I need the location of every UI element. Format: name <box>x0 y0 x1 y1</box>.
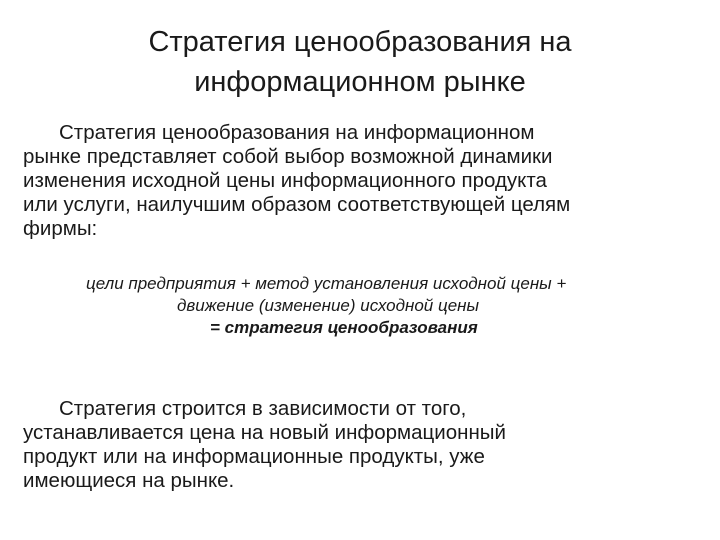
definition-line-1: Стратегия ценообразования на информационном <box>59 121 535 144</box>
definition-line-4: или услуги, наилучшим образом соответствующей целям <box>23 193 571 216</box>
definition-line-2: рынке представляет собой выбор возможной динамики <box>23 145 553 168</box>
definition-paragraph <box>23 121 683 241</box>
strategy-line-1: Стратегия строится в зависимости от того, <box>59 397 467 420</box>
slide-title-line-1: Стратегия ценообразования на <box>148 26 572 58</box>
strategy-paragraph <box>23 397 683 493</box>
formula-line-2: движение (изменение) исходной цены <box>177 296 480 315</box>
formula-result: = стратегия ценообразования <box>210 318 478 337</box>
formula-line-1: цели предприятия + метод установления исходной цены + <box>86 274 567 293</box>
strategy-line-4: имеющиеся на рынке. <box>23 469 235 492</box>
definition-line-5: фирмы: <box>23 217 98 240</box>
strategy-line-2: устанавливается цена на новый информационный <box>23 421 506 444</box>
strategy-formula <box>80 273 680 339</box>
slide-title-line-2: информационном рынке <box>194 66 526 98</box>
definition-line-3: изменения исходной цены информационного продукта <box>23 169 547 192</box>
slide-title <box>60 22 660 102</box>
strategy-line-3: продукт или на информационные продукты, уже <box>23 445 485 468</box>
